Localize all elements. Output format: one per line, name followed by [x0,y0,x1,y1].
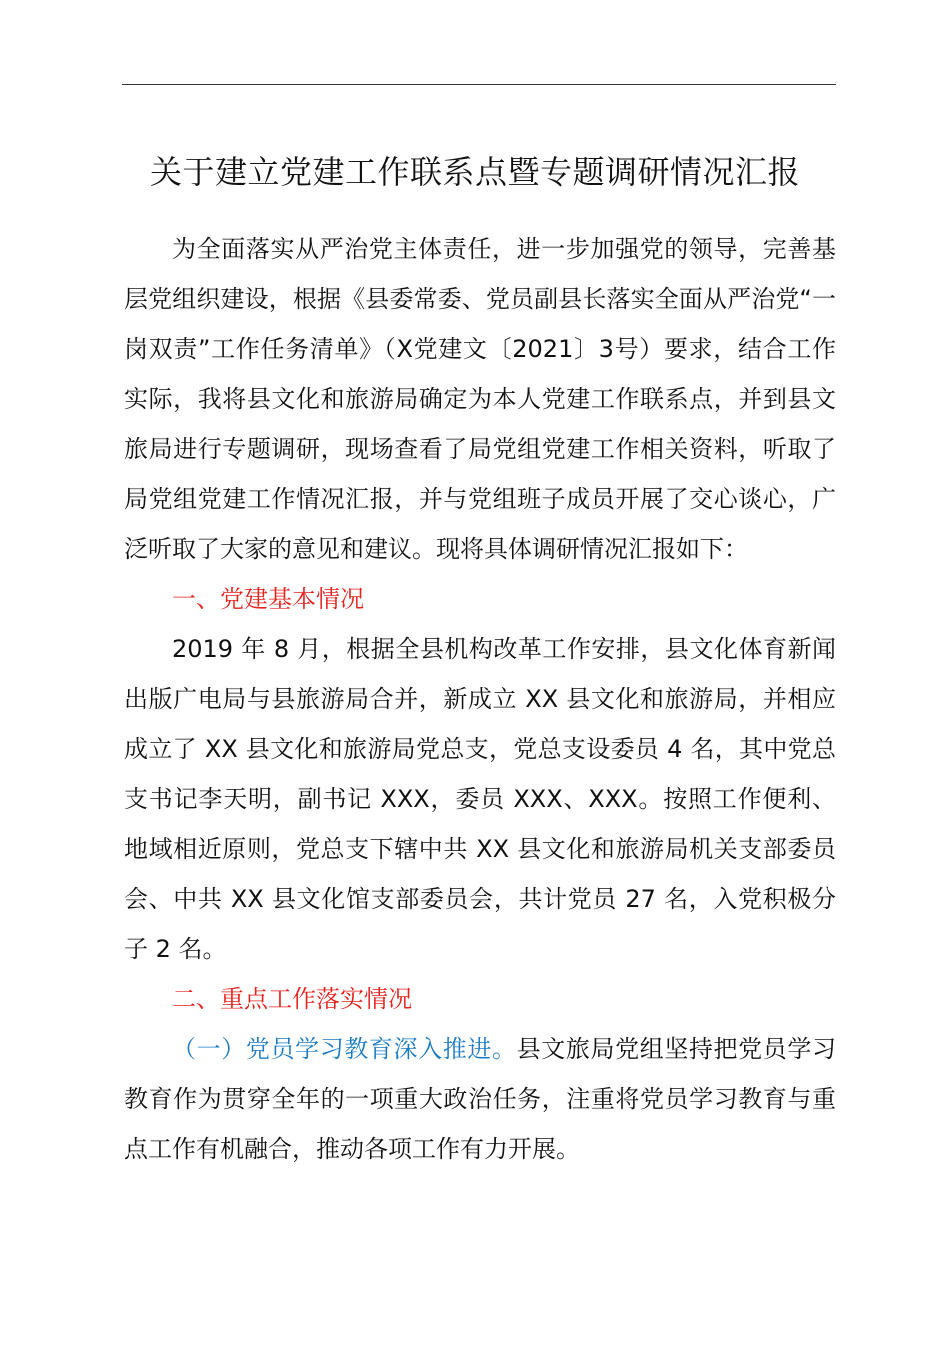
document-title: 关于建立党建工作联系点暨专题调研情况汇报 [149,153,800,191]
section-1-heading: 一、党建基本情况 [172,585,364,613]
subsection-1-heading: （一）党员学习教育深入推进。 [172,1035,517,1063]
intro-paragraph: 为全面落实从严治党主体责任，进一步加强党的领导，完善基层党组织建设，根据《县委常委、党员副县长落实全面从严治党“一岗双责”工作任务清单》（X党建文〔2021〕3号）要求，结合工作实际，我将县文化和旅游局确定为本人党建工作联系点，并到县文旅局进行专题调研，现场查看了局党组党建工作相关资料，听取了局党组党建工作情况汇报，并与党组班子成员开展了交心谈心，广泛听取了大家的意见和建议。现将具体调研情况汇报如下： [124,235,836,563]
subsection-1-text: 县文旅局党组坚持把党员学习教育作为贯穿全年的一项重大政治任务，注重将党员学习教育与重点工作有机融合，推动各项工作有力开展。 [124,1035,837,1163]
document-body [124,224,836,1174]
section-1-paragraph: 2019 年 8 月，根据全县机构改革工作安排，县文化体育新闻出版广电局与县旅游局合并，新成立 XX 县文化和旅游局，并相应成立了 XX 县文化和旅游局党总支，党总支设委员 4 名，其中党总支书记李天明，副书记 XXX，委员 XXX、XXX。按照工作便利、地域相近原则，党总支下辖中共 XX 县文化和旅游局机关支部委员会、中共 XX 县文化馆支部委员会，共计党员 27 名，入党积极分子 2 名。 [124,635,836,963]
subsection-1-paragraph [124,1024,836,1174]
header-rule [122,84,836,85]
section-2-heading: 二、重点工作落实情况 [172,985,412,1013]
